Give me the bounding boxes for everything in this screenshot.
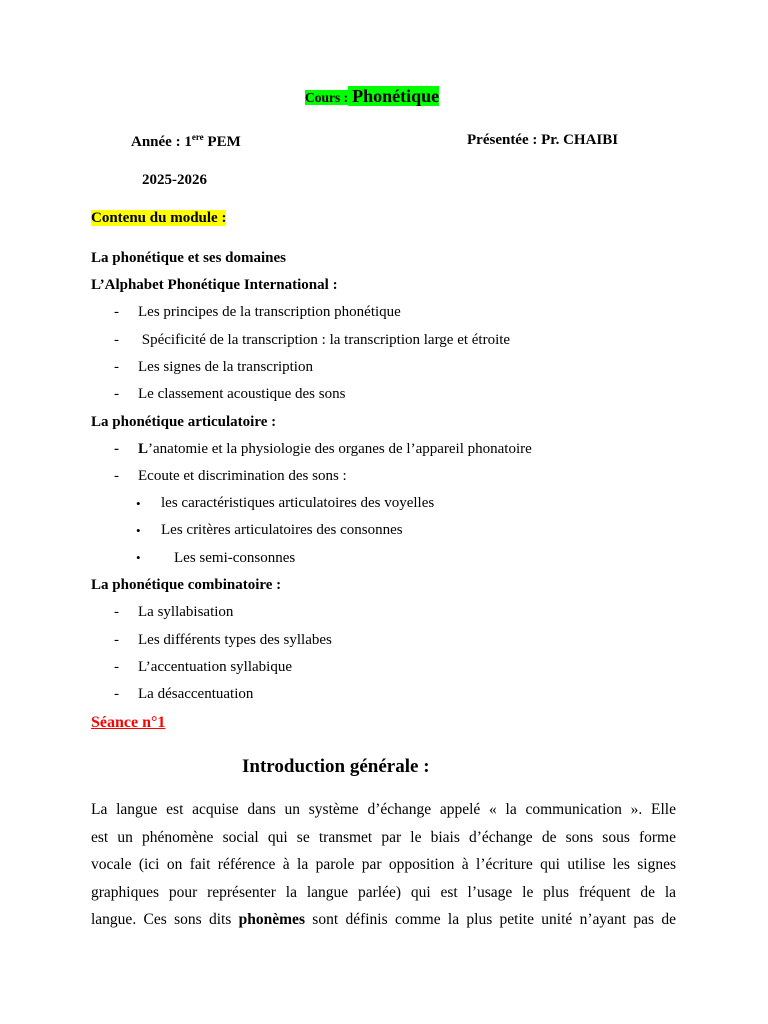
list-item: Les différents types des syllabes [138,632,332,648]
seance-heading: Séance n°1 [91,714,166,731]
list-dash: - [114,468,119,484]
section-title-domains: La phonétique et ses domaines [91,250,287,266]
year-label-post: PEM [203,134,241,150]
sub-list-item: Les semi-consonnes [174,550,296,566]
list-item: La désaccentuation [138,686,254,702]
year-sup: ere [191,132,204,142]
list-bullet: • [136,550,141,565]
content-heading-text: Contenu du module : [91,210,227,226]
list-dash: - [114,632,119,648]
paragraph-text: sont définis comme la plus petite unité n’ayant pas de [304,911,676,928]
list-item-rest: ’anatomie et la physiologie des organes de l’appareil phonatoire [148,441,532,457]
list-dash: - [114,359,119,375]
academic-year: 2025-2026 [142,172,207,188]
list-dash: - [114,386,119,402]
section-title-api: L’Alphabet Phonétique International : [91,277,338,293]
paragraph-line: est un phénomène social qui se transmet par le biais d’échange de sons sous forme [91,828,676,846]
course-title-line [305,86,439,107]
paragraph-line: La langue est acquise dans un système d’échange appelé « la communication ». Elle [91,801,676,818]
intro-paragraph [91,796,676,934]
list-bullet: • [136,496,141,511]
section-title-articulatory: La phonétique articulatoire : [91,414,277,430]
presenter-label: Présentée : Pr. CHAIBI [467,132,619,148]
intro-title: Introduction générale : [242,756,430,777]
list-item: La syllabisation [138,604,234,620]
list-item: Ecoute et discrimination des sons : [138,468,347,484]
paragraph-bold-term: phonèmes [238,911,305,928]
paragraph-text: langue. Ces sons dits [91,911,239,928]
course-title: Phonétique [348,86,439,106]
list-item: L’accentuation syllabique [138,659,292,675]
list-dash: - [114,332,119,348]
list-dash: - [114,686,119,702]
content-heading [91,210,226,227]
paragraph-line [91,906,676,934]
list-item [138,441,532,458]
sub-list-item: les caractéristiques articulatoires des voyelles [161,495,435,511]
list-item: Les signes de la transcription [138,359,313,375]
list-dash: - [114,604,119,620]
list-dash: - [114,304,119,320]
list-dash: - [114,659,119,675]
year-label [131,132,241,151]
list-dash: - [114,441,119,457]
section-title-combinatory: La phonétique combinatoire : [91,577,282,593]
list-bullet: • [136,523,141,538]
sub-list-item: Les critères articulatoires des consonnes [161,522,403,538]
list-item: Les principes de la transcription phonétique [138,304,401,320]
list-item: Le classement acoustique des sons [138,386,346,402]
paragraph-line: graphiques pour représenter la langue parlée) qui est l’usage le plus fréquent de la [91,883,676,901]
course-label: Cours : [305,90,349,105]
paragraph-line: vocale (ici on fait référence à la parole par opposition à l’écriture qui utilise les signes [91,856,676,873]
list-item: Spécificité de la transcription : la transcription large et étroite [138,332,511,348]
year-label-pre: Année : 1 [131,134,192,150]
list-item-bold-initial: L [138,441,149,457]
